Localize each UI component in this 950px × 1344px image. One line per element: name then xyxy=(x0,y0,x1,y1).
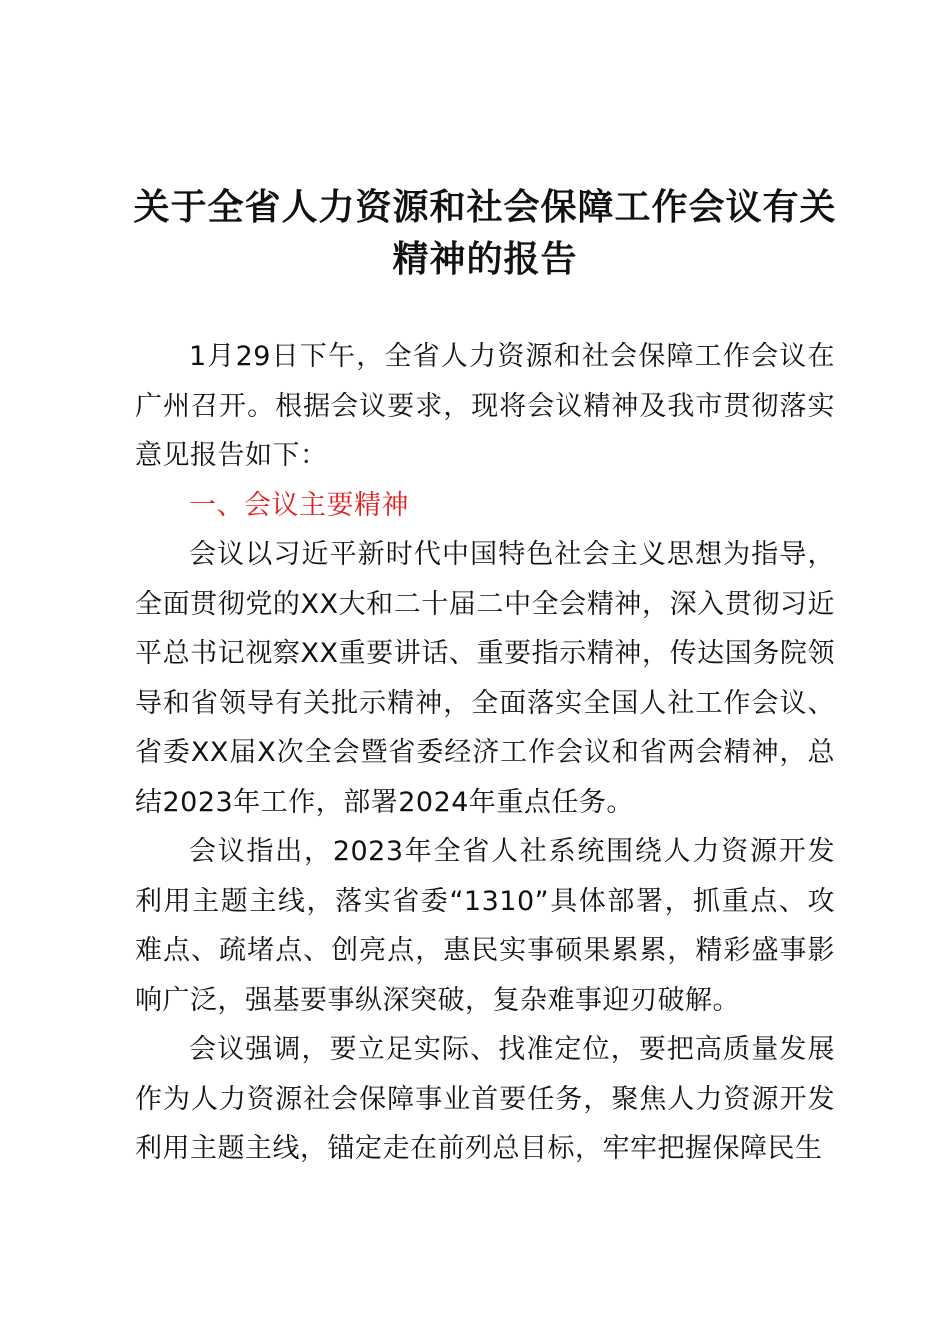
document-title: 关于全省人力资源和社会保障工作会议有关精神的报告 xyxy=(133,187,837,280)
body-paragraph: 会议强调，要立足实际、找准定位，要把高质量发展作为人力资源社会保障事业首要任务，聚焦人力资源开发利用主题主线，锚定走在前列总目标，牢牢把握保障民生 xyxy=(135,1034,835,1164)
section-heading: 一、会议主要精神 xyxy=(189,489,409,521)
intro-paragraph: 1月29日下午，全省人力资源和社会保障工作会议在广州召开。根据会议要求，现将会议精神及我市贯彻落实意见报告如下： xyxy=(135,341,835,471)
body-paragraph: 会议以习近平新时代中国特色社会主义思想为指导，全面贯彻党的XX大和二十届二中全会精神，深入贯彻习近平总书记视察XX重要讲话、重要指示精神，传达国务院领导和省领导有关批示精神，全面落实全国人社工作会议、省委XX届X次全会暨省委经济工作会议和省两会精神，总结2023年工作，部署2024年重点任务。 xyxy=(135,539,835,818)
body-paragraph: 会议指出，2023年全省人社系统围绕人力资源开发利用主题主线，落实省委“1310”具体部署，抓重点、攻难点、疏堵点、创亮点，惠民实事硕果累累，精彩盛事影响广泛，强基要事纵深突破，复杂难事迎刃破解。 xyxy=(135,836,835,1016)
document-body xyxy=(135,332,835,1174)
